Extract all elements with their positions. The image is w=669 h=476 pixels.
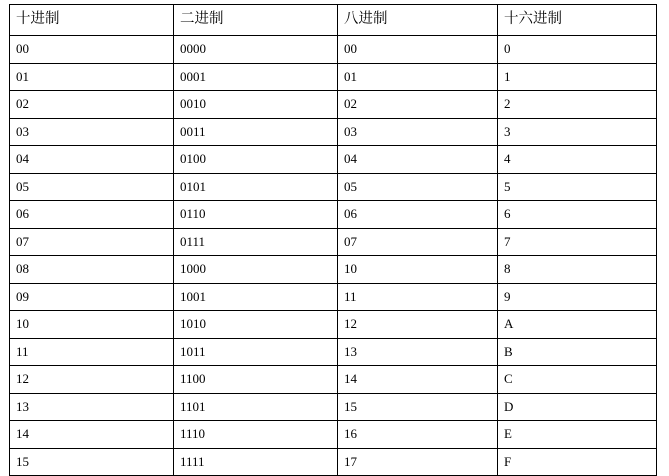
cell-hexadecimal: 4 <box>498 146 657 174</box>
cell-decimal: 02 <box>10 91 174 119</box>
table-row <box>10 173 657 201</box>
cell-decimal: 15 <box>10 448 174 476</box>
cell-hexadecimal: F <box>498 448 657 476</box>
cell-binary: 0101 <box>174 173 338 201</box>
document-page <box>0 4 669 469</box>
table-body <box>10 36 657 476</box>
table-row <box>10 91 657 119</box>
cell-binary: 1111 <box>174 448 338 476</box>
cell-hexadecimal: 1 <box>498 63 657 91</box>
cell-octal: 03 <box>338 118 498 146</box>
cell-decimal: 06 <box>10 201 174 229</box>
column-header-hexadecimal: 十六进制 <box>498 5 657 36</box>
cell-decimal: 00 <box>10 36 174 64</box>
cell-octal: 15 <box>338 393 498 421</box>
cell-decimal: 10 <box>10 311 174 339</box>
table-row <box>10 311 657 339</box>
cell-decimal: 12 <box>10 366 174 394</box>
cell-binary: 1101 <box>174 393 338 421</box>
cell-hexadecimal: B <box>498 338 657 366</box>
cell-hexadecimal: 3 <box>498 118 657 146</box>
cell-octal: 11 <box>338 283 498 311</box>
cell-decimal: 07 <box>10 228 174 256</box>
cell-hexadecimal: 2 <box>498 91 657 119</box>
table-row <box>10 366 657 394</box>
cell-octal: 13 <box>338 338 498 366</box>
cell-octal: 00 <box>338 36 498 64</box>
cell-octal: 10 <box>338 256 498 284</box>
cell-hexadecimal: A <box>498 311 657 339</box>
table-row <box>10 36 657 64</box>
cell-binary: 0000 <box>174 36 338 64</box>
table-row <box>10 201 657 229</box>
cell-octal: 05 <box>338 173 498 201</box>
cell-decimal: 08 <box>10 256 174 284</box>
cell-hexadecimal: D <box>498 393 657 421</box>
table-row <box>10 421 657 449</box>
table-header <box>10 5 657 36</box>
cell-octal: 16 <box>338 421 498 449</box>
cell-binary: 1011 <box>174 338 338 366</box>
cell-decimal: 01 <box>10 63 174 91</box>
cell-hexadecimal: 7 <box>498 228 657 256</box>
cell-binary: 1010 <box>174 311 338 339</box>
table-row <box>10 338 657 366</box>
cell-hexadecimal: C <box>498 366 657 394</box>
cell-binary: 1000 <box>174 256 338 284</box>
cell-binary: 0010 <box>174 91 338 119</box>
cell-decimal: 11 <box>10 338 174 366</box>
cell-binary: 0001 <box>174 63 338 91</box>
cell-octal: 07 <box>338 228 498 256</box>
cell-decimal: 03 <box>10 118 174 146</box>
cell-octal: 12 <box>338 311 498 339</box>
column-header-octal: 八进制 <box>338 5 498 36</box>
table-row <box>10 448 657 476</box>
number-systems-table <box>9 4 657 476</box>
table-row <box>10 63 657 91</box>
cell-hexadecimal: 8 <box>498 256 657 284</box>
cell-decimal: 13 <box>10 393 174 421</box>
cell-hexadecimal: 9 <box>498 283 657 311</box>
cell-decimal: 14 <box>10 421 174 449</box>
cell-hexadecimal: E <box>498 421 657 449</box>
cell-binary: 0100 <box>174 146 338 174</box>
cell-decimal: 09 <box>10 283 174 311</box>
table-row <box>10 393 657 421</box>
table-row <box>10 256 657 284</box>
table-row <box>10 228 657 256</box>
cell-binary: 0111 <box>174 228 338 256</box>
cell-octal: 04 <box>338 146 498 174</box>
cell-hexadecimal: 0 <box>498 36 657 64</box>
cell-octal: 06 <box>338 201 498 229</box>
table-row <box>10 146 657 174</box>
cell-hexadecimal: 5 <box>498 173 657 201</box>
cell-octal: 02 <box>338 91 498 119</box>
table-header-row <box>10 5 657 36</box>
cell-octal: 01 <box>338 63 498 91</box>
cell-octal: 17 <box>338 448 498 476</box>
cell-decimal: 05 <box>10 173 174 201</box>
column-header-decimal: 十进制 <box>10 5 174 36</box>
cell-hexadecimal: 6 <box>498 201 657 229</box>
column-header-binary: 二进制 <box>174 5 338 36</box>
cell-binary: 0110 <box>174 201 338 229</box>
cell-binary: 0011 <box>174 118 338 146</box>
table-row <box>10 283 657 311</box>
cell-binary: 1100 <box>174 366 338 394</box>
table-row <box>10 118 657 146</box>
cell-binary: 1110 <box>174 421 338 449</box>
cell-decimal: 04 <box>10 146 174 174</box>
cell-octal: 14 <box>338 366 498 394</box>
cell-binary: 1001 <box>174 283 338 311</box>
